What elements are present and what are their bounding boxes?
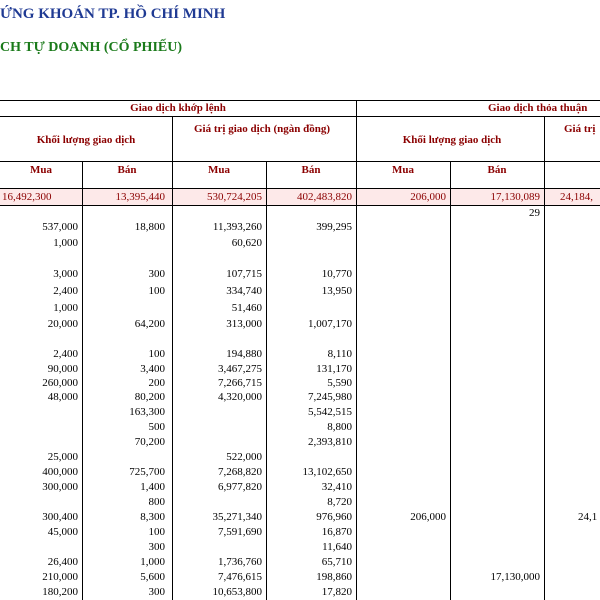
column-header-mua: Mua	[392, 164, 414, 176]
total-cell: 206,000	[410, 191, 446, 203]
table-cell: 1,736,760	[218, 556, 262, 568]
table-cell: 1,000	[140, 556, 165, 568]
table-cell: 800	[148, 496, 165, 508]
table-cell: 7,268,820	[218, 466, 262, 478]
table-cell: 8,800	[327, 421, 352, 433]
table-vline	[450, 161, 451, 600]
table-cell: 13,102,650	[302, 466, 352, 478]
table-cell: 16,870	[321, 526, 352, 538]
table-cell: 537,000	[42, 221, 78, 233]
table-cell: 1,007,170	[308, 318, 352, 330]
table-vline	[356, 100, 357, 600]
table-cell: 10,770	[321, 268, 352, 280]
table-cell: 100	[148, 348, 165, 360]
table-cell: 5,600	[140, 571, 165, 583]
note-cell: 29	[529, 207, 540, 219]
group-header-khop: Giao dịch khớp lệnh	[130, 102, 226, 114]
total-cell: 24,184,	[560, 191, 593, 203]
table-cell: 11,640	[322, 541, 352, 553]
table-cell: 210,000	[42, 571, 78, 583]
table-cell: 6,977,820	[218, 481, 262, 493]
table-cell: 24,1	[578, 511, 598, 523]
report-title: ỨNG KHOÁN TP. HỒ CHÍ MINH	[0, 6, 226, 22]
table-vline	[266, 161, 267, 600]
table-cell: 7,266,715	[218, 377, 262, 389]
table-cell: 48,000	[47, 391, 78, 403]
table-hline	[0, 116, 600, 117]
table-cell: 10,653,800	[212, 586, 262, 598]
table-cell: 17,820	[321, 586, 352, 598]
table-cell: 3,000	[53, 268, 78, 280]
table-cell: 80,200	[134, 391, 165, 403]
table-cell: 1,000	[53, 237, 78, 249]
total-cell: 530,724,205	[207, 191, 262, 203]
table-cell: 60,620	[231, 237, 262, 249]
table-cell: 1,000	[53, 302, 78, 314]
table-cell: 2,400	[53, 348, 78, 360]
table-cell: 5,590	[327, 377, 352, 389]
table-cell: 260,000	[42, 377, 78, 389]
table-cell: 20,000	[47, 318, 78, 330]
table-cell: 725,700	[129, 466, 165, 478]
column-header-mua: Mua	[208, 164, 230, 176]
table-vline	[172, 116, 173, 600]
table-cell: 8,300	[140, 511, 165, 523]
table-cell: 26,400	[47, 556, 78, 568]
group-header-thoathuan: Giao dịch thỏa thuận	[488, 102, 588, 114]
table-cell: 522,000	[226, 451, 262, 463]
table-cell: 300,400	[42, 511, 78, 523]
table-cell: 300	[148, 268, 165, 280]
total-cell: 16,492,300	[2, 191, 52, 203]
table-cell: 25,000	[47, 451, 78, 463]
table-cell: 300	[148, 541, 165, 553]
subheader-gia-tri-tt: Giá trị	[564, 123, 596, 135]
table-vline	[544, 116, 545, 600]
table-cell: 399,295	[316, 221, 352, 233]
table-cell: 64,200	[134, 318, 165, 330]
table-hline	[172, 161, 356, 162]
table-cell: 7,476,615	[218, 571, 262, 583]
table-cell: 11,393,260	[212, 221, 262, 233]
table-cell: 2,393,810	[308, 436, 352, 448]
table-cell: 500	[148, 421, 165, 433]
subheader-khoi-luong: Khối lượng giao dịch	[36, 134, 136, 146]
table-cell: 4,320,000	[218, 391, 262, 403]
table-hline	[0, 188, 600, 189]
table-cell: 65,710	[321, 556, 352, 568]
table-cell: 100	[148, 285, 165, 297]
table-cell: 400,000	[42, 466, 78, 478]
table-cell: 3,400	[140, 363, 165, 375]
table-cell: 100	[148, 526, 165, 538]
column-header-ban: Bán	[117, 164, 137, 176]
column-header-mua: Mua	[30, 164, 52, 176]
table-cell: 107,715	[226, 268, 262, 280]
table-cell: 2,400	[53, 285, 78, 297]
table-cell: 194,880	[226, 348, 262, 360]
table-cell: 7,591,690	[218, 526, 262, 538]
table-cell: 1,400	[140, 481, 165, 493]
total-cell: 13,395,440	[115, 191, 165, 203]
table-cell: 18,800	[134, 221, 165, 233]
table-cell: 334,740	[226, 285, 262, 297]
total-cell: 402,483,820	[297, 191, 352, 203]
table-hline	[0, 205, 600, 206]
table-cell: 163,300	[129, 406, 165, 418]
table-cell: 5,542,515	[308, 406, 352, 418]
table-cell: 7,245,980	[308, 391, 352, 403]
table-cell: 3,467,275	[218, 363, 262, 375]
column-header-ban: Bán	[487, 164, 507, 176]
table-cell: 300,000	[42, 481, 78, 493]
subheader-khoi-luong-tt: Khối lượng giao dịch	[402, 134, 502, 146]
table-hline	[0, 100, 600, 101]
table-cell: 206,000	[410, 511, 446, 523]
table-cell: 90,000	[47, 363, 78, 375]
table-cell: 17,130,000	[490, 571, 540, 583]
table-cell: 300	[148, 586, 165, 598]
table-vline	[82, 161, 83, 600]
table-cell: 313,000	[226, 318, 262, 330]
table-cell: 70,200	[134, 436, 165, 448]
table-cell: 13,950	[321, 285, 352, 297]
table-cell: 180,200	[42, 586, 78, 598]
subheader-gia-tri: Giá trị giao dịch (ngàn đồng)	[194, 123, 330, 135]
table-cell: 51,460	[231, 302, 262, 314]
table-cell: 131,170	[316, 363, 352, 375]
table-cell: 8,720	[327, 496, 352, 508]
report-subtitle: CH TỰ DOANH (CỔ PHIẾU)	[0, 40, 182, 55]
table-cell: 45,000	[47, 526, 78, 538]
table-cell: 198,860	[316, 571, 352, 583]
table-cell: 32,410	[321, 481, 352, 493]
table-cell: 976,960	[316, 511, 352, 523]
table-cell: 35,271,340	[212, 511, 262, 523]
column-header-ban: Bán	[301, 164, 321, 176]
total-cell: 17,130,089	[490, 191, 540, 203]
table-cell: 200	[148, 377, 165, 389]
table-cell: 8,110	[327, 348, 352, 360]
